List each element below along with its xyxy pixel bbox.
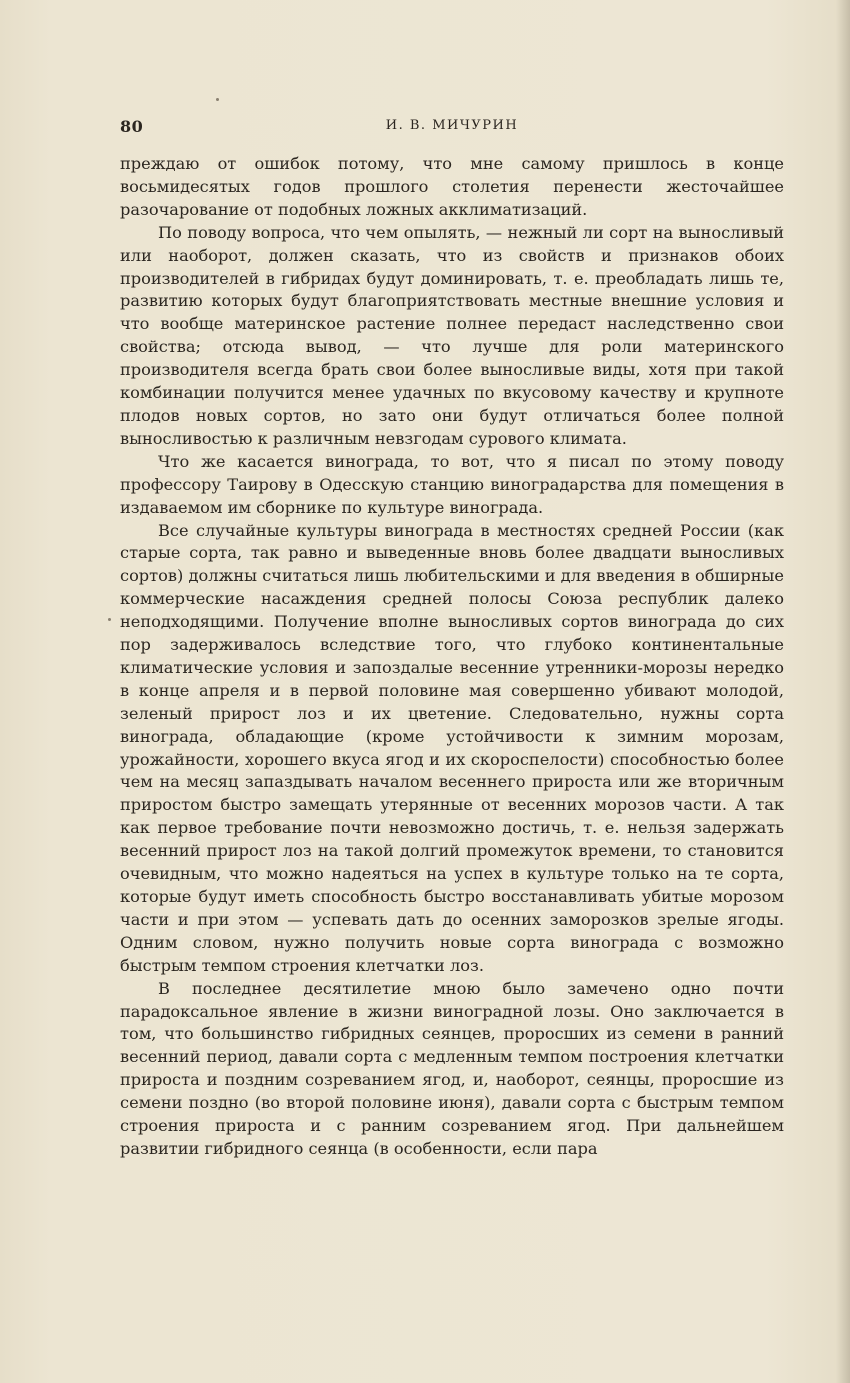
paragraph: Что же касается винограда, то вот, что я писал по этому поводу профессору Таирову в Одесскую станцию виноградарства для помещения в издаваемом им сборнике по культуре винограда. bbox=[120, 451, 784, 517]
page-number: 80 bbox=[120, 117, 144, 136]
page-header bbox=[120, 117, 784, 139]
print-speck bbox=[108, 618, 111, 621]
page-edge-shadow bbox=[836, 0, 850, 1383]
paragraph-continuation: преждаю от ошибок потому, что мне самому пришлось в конце восьмидесятых годов прошлого столетия перенести жесточайшее разочарование от подобных ложных акклиматизаций. bbox=[120, 154, 784, 219]
paragraph: Все случайные культуры винограда в местностях средней России (как старые сорта, так равно и выведенные вновь более двадцати выносливых сортов) должны считаться лишь любительскими и для введения в обширные коммерческие насаждения средней полосы Союза республик далеко неподходящими. Получение вполне выносливых сортов винограда до сих пор задерживалось вследствие того, что глубоко континентальные климатические условия и запоздалые весенние утренники-морозы нередко в конце апреля и в первой половине мая совершенно убивают молодой, зеленый прирост лоз и их цветение. Следовательно, нужны сорта винограда, обладающие (кроме устойчивости к зимним морозам, урожайности, хорошего вкуса ягод и их скороспелости) способностью более чем на месяц запаздывать началом весеннего прироста или же вторичным приростом быстро замещать утерянные от весенних морозов части. А так как первое требование почти невозможно достичь, т. е. нельзя задержать весенний прирост лоз на такой долгий промежуток времени, то становится очевидным, что можно надеяться на успех в культуре только на те сорта, которые будут иметь способность быстро восстанавливать убитые морозом части и при этом — успевать дать до осенних заморозков зрелые ягоды. Одним словом, нужно получить новые сорта винограда с возможно быстрым темпом строения клетчатки лоз. bbox=[120, 520, 784, 975]
print-speck bbox=[216, 98, 219, 101]
paragraph: По поводу вопроса, что чем опылять, — нежный ли сорт на выносливый или наоборот, должен сказать, что из свойств и признаков обоих производителей в гибридах будут доминировать, т. е. преобладать лишь те, развитию которых будут благоприятствовать местные внешние условия и что вообще материнское растение полнее передаст наследственно свои свойства; отсюда вывод, — что лучше для роли материнского производителя всегда брать свои более выносливые виды, хотя при такой комбинации получится менее удачных по вкусовому качеству и крупноте плодов новых сортов, но зато они будут отличаться более полной выносливостью к различным невзгодам сурового климата. bbox=[120, 222, 784, 448]
body-text bbox=[120, 153, 784, 1161]
running-head: И. В. МИЧУРИН bbox=[385, 118, 519, 133]
paragraph: В последнее десятилетие мною было замечено одно почти парадоксальное явление в жизни виноградной лозы. Оно заключается в том, что большинство гибридных сеянцев, проросших из семени в ранний весенний период, давали сорта с медленным темпом построения клетчатки прироста и поздним созреванием ягод, и, наоборот, сеянцы, проросшие из семени поздно (во второй половине июня), давали сорта с быстрым темпом строения прироста и с ранним созреванием ягод. При дальнейшем развитии гибридного сеянца (в особенности, если пара bbox=[120, 978, 784, 1158]
